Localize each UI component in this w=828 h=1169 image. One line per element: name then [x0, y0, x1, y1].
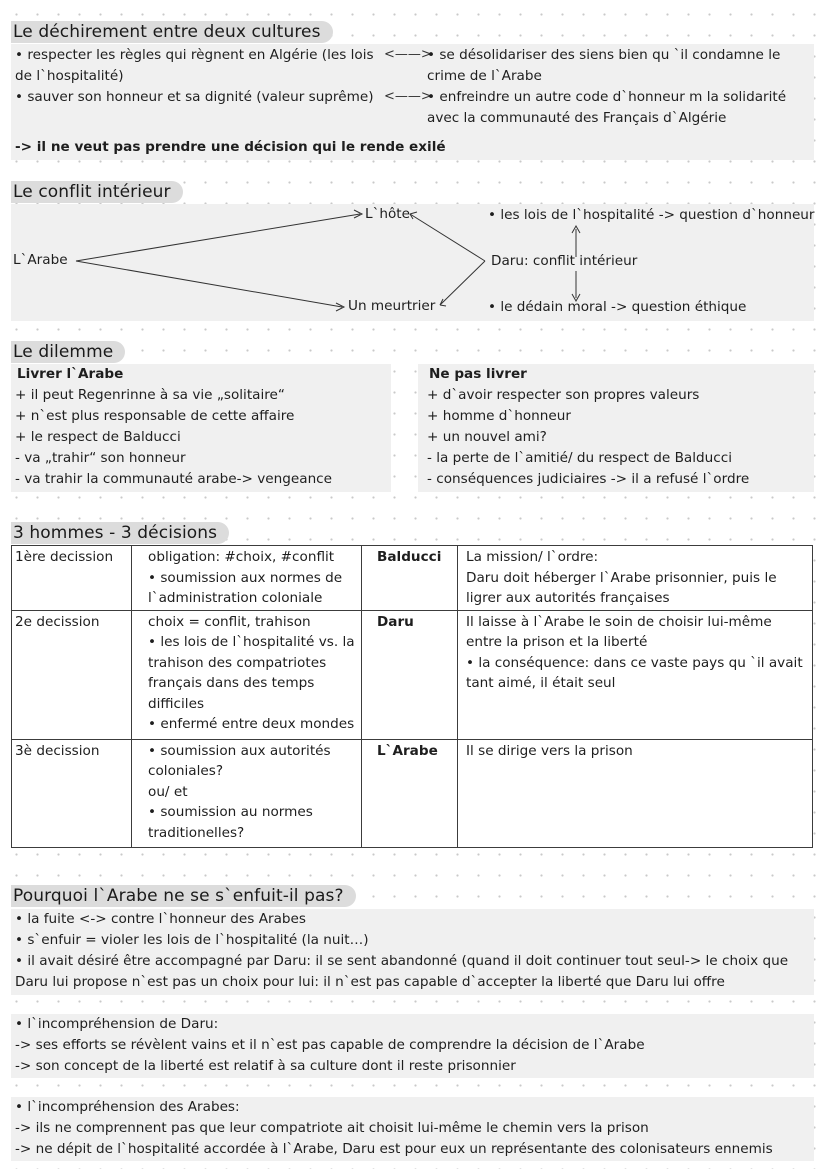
decision-person: Balducci	[362, 546, 458, 611]
decision-label: 2e decission	[12, 610, 132, 739]
node-hote: L`hôte	[365, 206, 410, 222]
right-point-2-cont: avec la communauté des Français d`Algérie	[427, 110, 727, 126]
ne-pas-livrer-title: Ne pas livrer	[429, 366, 527, 382]
reason-item: -> ses efforts se révèlent vains et il n`est pas capable de comprendre la décision de l`Arabe	[15, 1037, 645, 1053]
decision-label: 1ère decission	[12, 546, 132, 611]
decision-label: 3è decission	[12, 739, 132, 847]
left-point-2: • sauver son honneur et sa dignité (valeur suprême)	[15, 89, 374, 105]
ne-pas-livrer-item: + homme d`honneur	[427, 408, 571, 424]
livrer-item: - va trahir la communauté arabe-> vengeance	[15, 471, 333, 487]
section-title-dechirement: Le déchirement entre deux cultures	[11, 21, 333, 43]
left-point-1: • respecter les règles qui règnent en Algérie (les lois	[15, 47, 374, 63]
reason-item: • il avait désiré être accompagné par Daru: il se sent abandonné (quand il doit continuer tout seul-> le choix que	[15, 953, 789, 969]
livrer-item: + n`est plus responsable de cette affaire	[15, 408, 295, 424]
reason-item: -> ils ne comprennent pas que leur compatriote ait choisit lui-même le chemin vers la prison	[15, 1120, 649, 1136]
double-arrow-icon: <——>	[384, 47, 432, 62]
node-ethique: • le dédain moral -> question éthique	[488, 299, 747, 315]
decision-description: obligation: #choix, #conflit • soumission aux normes de l`administration coloniale	[132, 546, 362, 611]
reason-item: • la fuite <-> contre l`honneur des Arabes	[15, 911, 306, 927]
reason-item: • l`incompréhension des Arabes:	[15, 1099, 240, 1115]
ne-pas-livrer-item: - la perte de l`amitié/ du respect de Balducci	[427, 450, 732, 466]
ne-pas-livrer-item: - conséquences judiciaires -> il a refusé l`ordre	[427, 471, 750, 487]
livrer-item: + le respect de Balducci	[15, 429, 181, 445]
reason-item: • s`enfuir = violer les lois de l`hospitalité (la nuit…)	[15, 932, 369, 948]
decision-description: • soumission aux autorités coloniales? ou/ et • soumission au normes traditionelles?	[132, 739, 362, 847]
section-title-pourquoi: Pourquoi l`Arabe ne se s`enfuit-il pas?	[11, 885, 356, 907]
section-title-dilemme: Le dilemme	[11, 341, 125, 363]
decision-detail: Il laisse à l`Arabe le soin de choisir lui-même entre la prison et la liberté • la conséquence: dans ce vaste pays qu `il avait tant aimé, il était seul	[458, 610, 813, 739]
reason-item: • l`incompréhension de Daru:	[15, 1016, 219, 1032]
decision-detail: Il se dirige vers la prison	[458, 739, 813, 847]
decision-person: L`Arabe	[362, 739, 458, 847]
reason-item-cont: Daru lui propose n`est pas un choix pour lui: il n`est pas capable d`accepter la liberté que Daru lui offre	[15, 974, 725, 990]
node-honneur: • les lois de l`hospitalité -> question d`honneur	[488, 207, 815, 223]
reason-item: -> ne dépit de l`hospitalité accordée à l`Arabe, Daru est pour eux un représentante des colonisateurs ennemis	[15, 1141, 773, 1157]
table-row	[12, 546, 813, 611]
livrer-item: - va „trahir“ son honneur	[15, 450, 186, 466]
node-arabe: L`Arabe	[13, 252, 68, 268]
ne-pas-livrer-item: + d`avoir respecter son propres valeurs	[427, 387, 700, 403]
node-daru: Daru: conflit intérieur	[491, 253, 638, 269]
node-meurtrier: Un meurtrier	[348, 298, 436, 314]
decision-description: choix = conflit, trahison • les lois de l`hospitalité vs. la trahison des compatriotes français dans des temps difficiles • enfermé entre deux mondes	[132, 610, 362, 739]
right-point-1: • se désolidariser des siens bien qu `il condamne le	[427, 47, 781, 63]
decisions-table	[11, 545, 813, 848]
section-title-conflit: Le conflit intérieur	[11, 181, 183, 203]
livrer-title: Livrer l`Arabe	[17, 366, 124, 382]
decision-person: Daru	[362, 610, 458, 739]
ne-pas-livrer-item: + un nouvel ami?	[427, 429, 547, 445]
right-point-1-cont: crime de l`Arabe	[427, 68, 542, 84]
double-arrow-icon: <——>	[384, 89, 432, 104]
table-row	[12, 610, 813, 739]
reason-item: -> son concept de la liberté est relatif à sa culture dont il reste prisonnier	[15, 1058, 516, 1074]
decision-detail: La mission/ l`ordre: Daru doit héberger l`Arabe prisonnier, puis le ligrer aux autorités françaises	[458, 546, 813, 611]
section-title-decisions: 3 hommes - 3 décisions	[11, 522, 229, 544]
livrer-item: + il peut Regenrinne à sa vie „solitaire“	[15, 387, 285, 403]
table-row	[12, 739, 813, 847]
right-point-2: • enfreindre un autre code d`honneur m la solidarité	[427, 89, 787, 105]
left-point-1-cont: de l`hospitalité)	[15, 68, 124, 84]
conclusion: -> il ne veut pas prendre une décision qui le rende exilé	[15, 139, 446, 155]
